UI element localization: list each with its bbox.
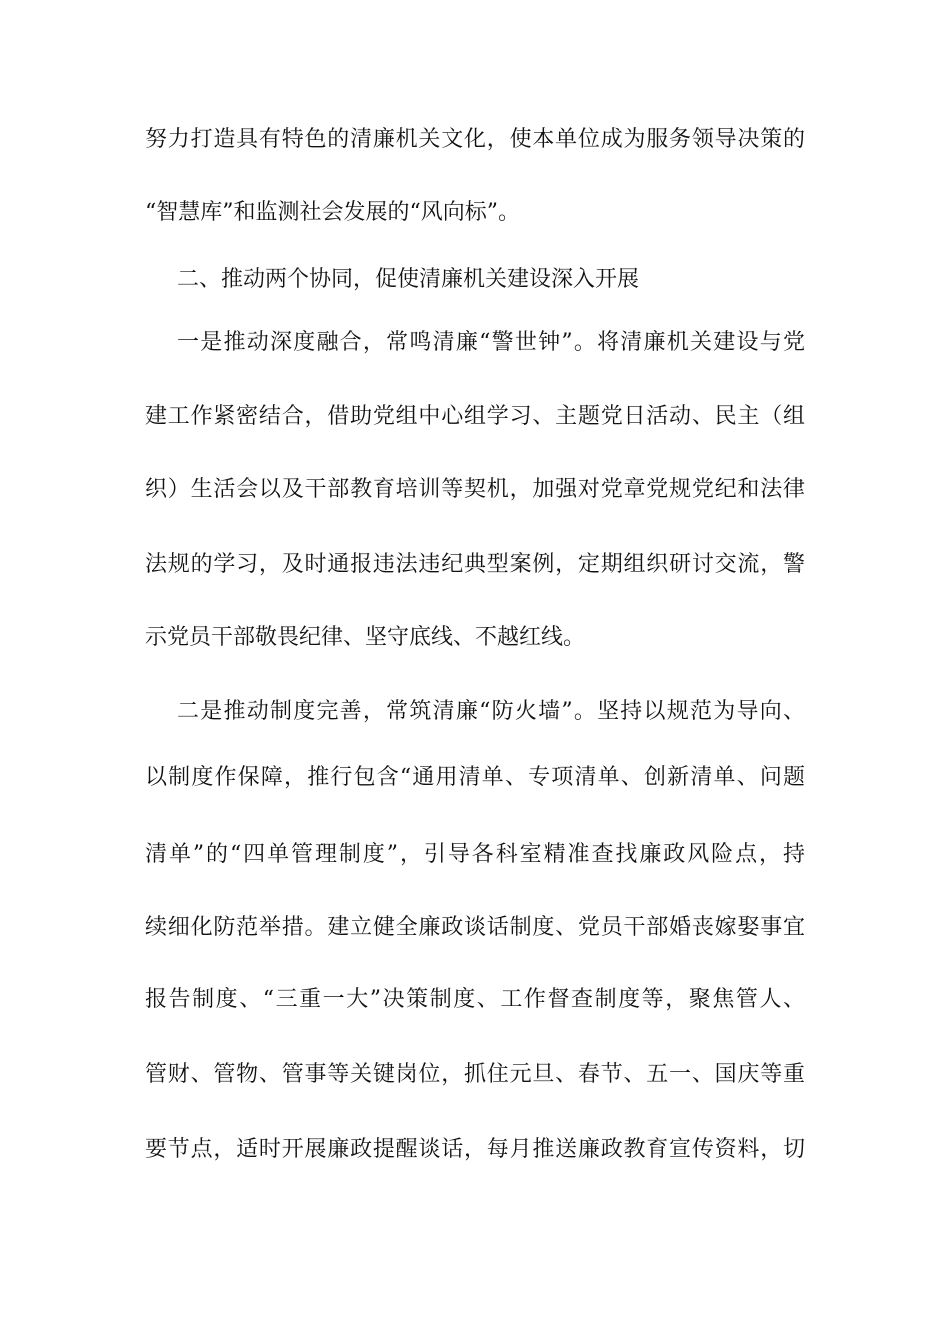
paragraph-line: 织）生活会以及干部教育培训等契机，加强对党章党规党纪和法律 [145, 477, 805, 502]
paragraph-line: 建工作紧密结合，借助党组中心组学习、主题党日活动、民主（组 [145, 404, 805, 429]
paragraph-line: 清单”的“四单管理制度”，引导各科室精准查找廉政风险点，持 [145, 842, 805, 867]
paragraph-line: 一是推动深度融合，常鸣清廉“警世钟”。将清廉机关建设与党 [177, 330, 805, 355]
paragraph-line: 示党员干部敬畏纪律、坚守底线、不越红线。 [145, 625, 586, 650]
paragraph-line: 管财、管物、管事等关键岗位，抓住元旦、春节、五一、国庆等重 [145, 1062, 805, 1087]
paragraph-line: 要节点，适时开展廉政提醒谈话，每月推送廉政教育宣传资料，切 [145, 1137, 805, 1162]
paragraph-line: 二是推动制度完善，常筑清廉“防火墙”。坚持以规范为导向、 [177, 699, 805, 724]
paragraph-line: 努力打造具有特色的清廉机关文化，使本单位成为服务领导决策的 [145, 127, 805, 152]
section-heading: 二、推动两个协同，促使清廉机关建设深入开展 [177, 267, 640, 292]
paragraph-line: 以制度作保障，推行包含“通用清单、专项清单、创新清单、问题 [145, 765, 805, 790]
paragraph-line: “智慧库”和监测社会发展的“风向标”。 [145, 200, 520, 225]
paragraph-line: 报告制度、“三重一大”决策制度、工作督查制度等，聚焦管人、 [145, 987, 805, 1012]
paragraph-line: 续细化防范举措。建立健全廉政谈话制度、党员干部婚丧嫁娶事宜 [145, 915, 805, 940]
paragraph-line: 法规的学习，及时通报违法违纪典型案例，定期组织研讨交流，警 [145, 552, 805, 577]
